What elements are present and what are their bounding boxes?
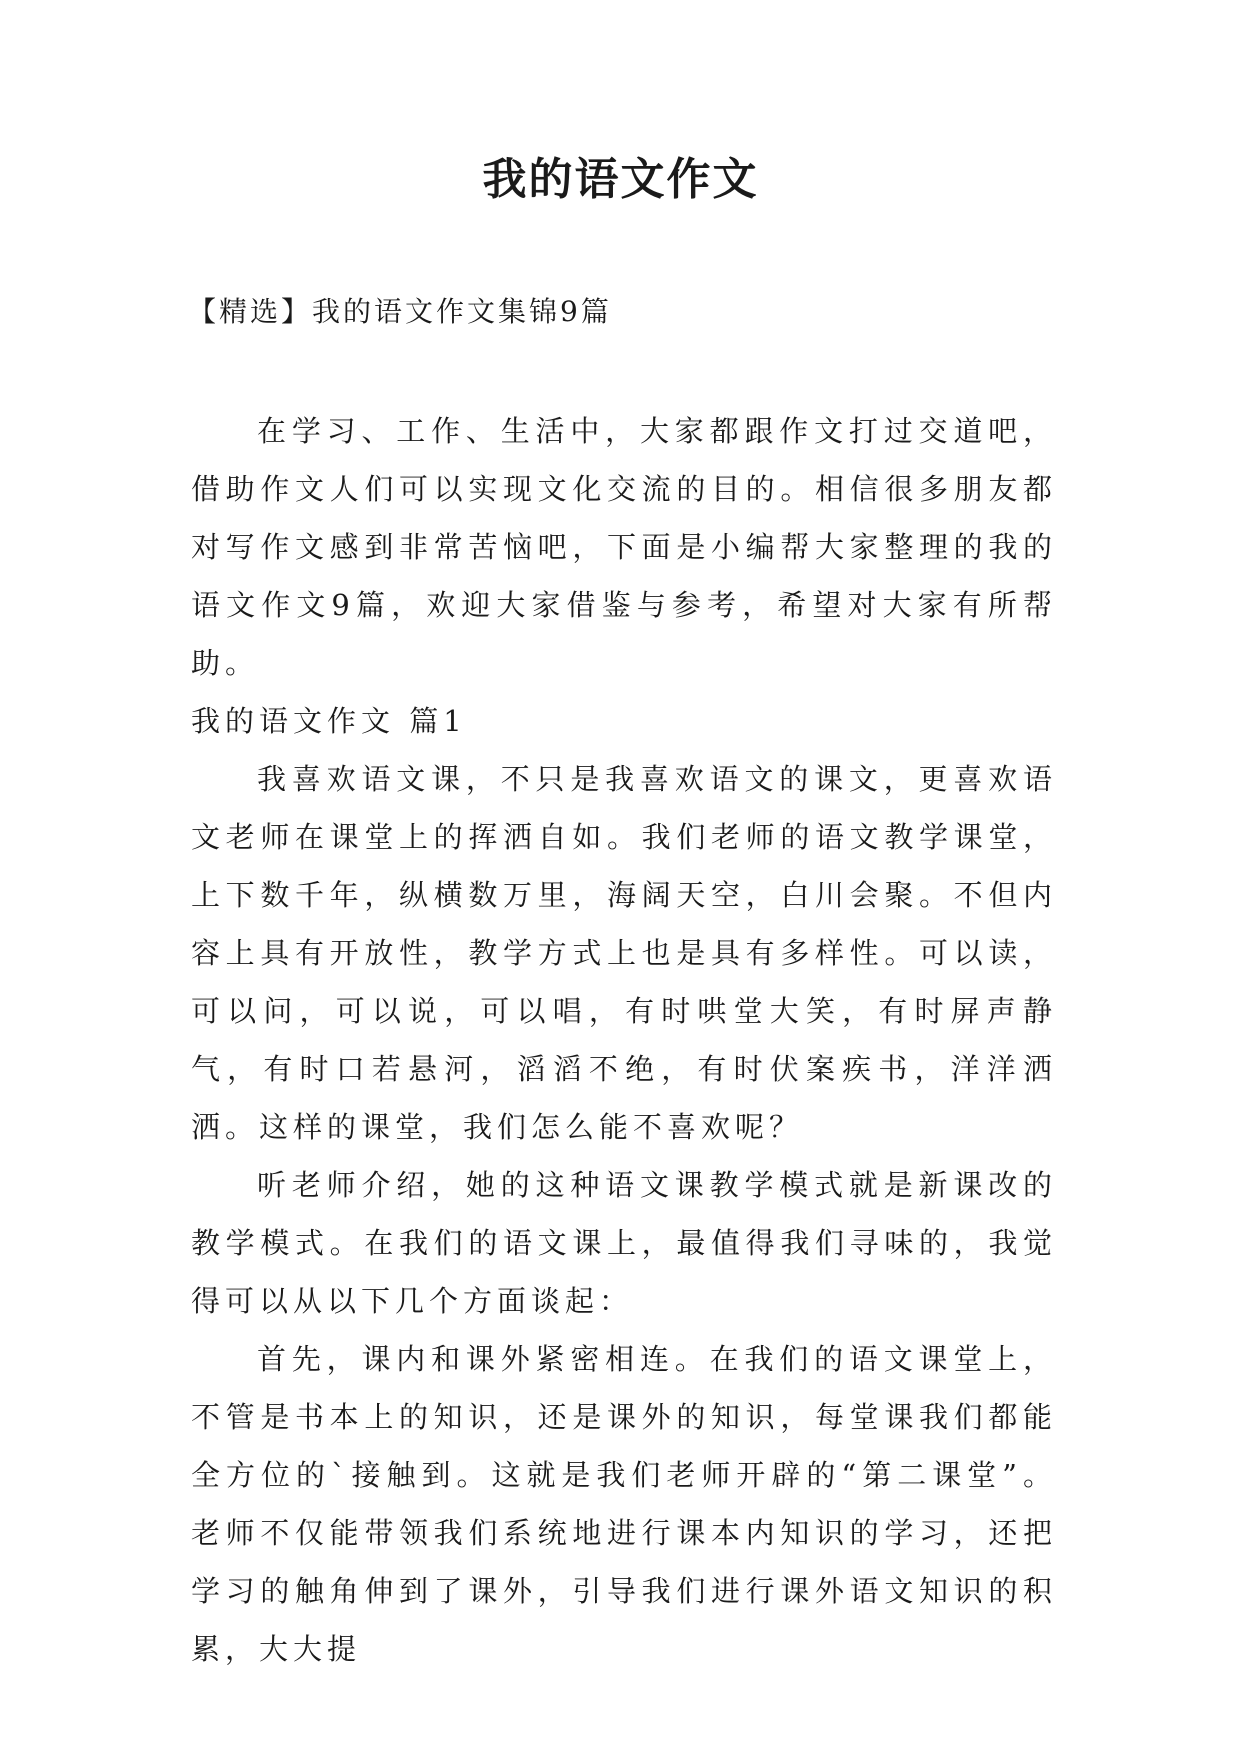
intro-paragraph: 在学习、工作、生活中，大家都跟作文打过交道吧，借助作文人们可以实现文化交流的目的。相信很多朋友都对写作文感到非常苦恼吧，下面是小编帮大家整理的我的语文作文9篇，欢迎大家借鉴与参考，希望对大家有所帮助。 [191,414,1057,680]
section-heading: 我的语文作文 篇1 [191,704,467,738]
body-paragraph-2: 听老师介绍，她的这种语文课教学模式就是新课改的教学模式。在我们的语文课上，最值得我们寻味的，我觉得可以从以下几个方面谈起： [191,1168,1057,1318]
body-paragraph-3: 首先，课内和课外紧密相连。在我们的语文课堂上，不管是书本上的知识，还是课外的知识，每堂课我们都能全方位的`接触到。这就是我们老师开辟的“第二课堂”。老师不仅能带领我们系统地进行课本内知识的学习，还把学习的触角伸到了课外，引导我们进行课外语文知识的积累，大大提 [191,1342,1057,1666]
document-subtitle: 【精选】我的语文作文集锦9篇 [188,295,612,328]
body-paragraph-1: 我喜欢语文课，不只是我喜欢语文的课文，更喜欢语文老师在课堂上的挥洒自如。我们老师的语文教学课堂，上下数千年，纵横数万里，海阔天空，白川会聚。不但内容上具有开放性，教学方式上也是具有多样性。可以读，可以问，可以说，可以唱，有时哄堂大笑，有时屏声静气，有时口若悬河，滔滔不绝，有时伏案疾书，洋洋洒洒。这样的课堂，我们怎么能不喜欢呢？ [191,762,1057,1144]
document-title: 我的语文作文 [482,154,759,205]
document-body [191,402,1057,1678]
